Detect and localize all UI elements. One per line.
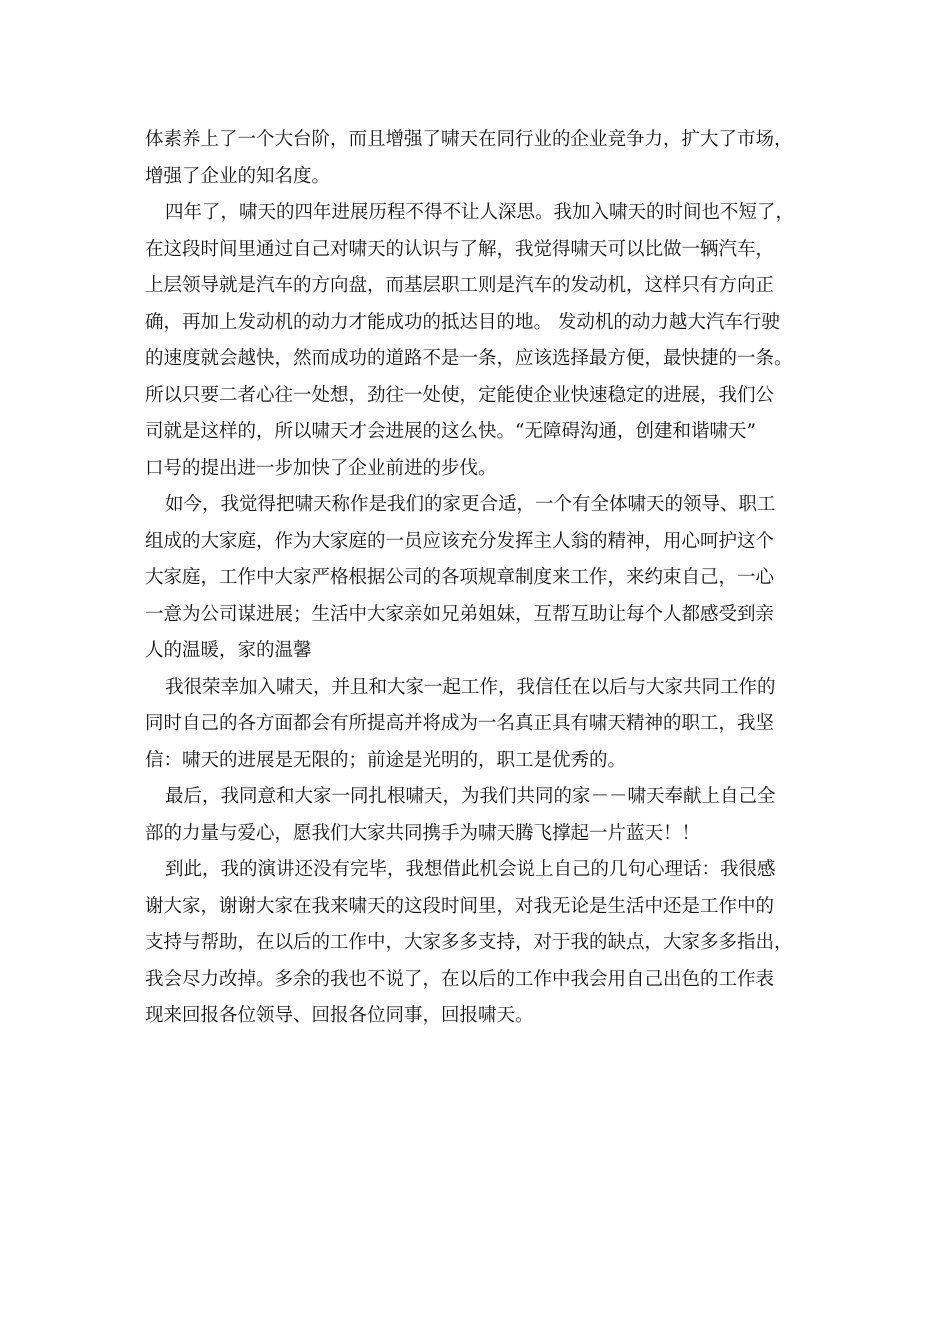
text-line: 现来回报各位领导、回报各位同事，回报啸天。 [145, 1005, 534, 1026]
document-body [145, 122, 810, 1035]
text-line: 到此，我的演讲还没有完毕，我想借此机会说上自己的几句心理话：我很感 [165, 859, 776, 880]
text-line: 谢大家，谢谢大家在我来啸天的这段时间里，对我无论是生活中还是工作中的 [145, 895, 775, 917]
text-line: 增强了企业的知名度。 [145, 165, 331, 187]
text-line: 体素养上了一个大台阶，而且增强了啸天在同行业的企业竞争力，扩大了市场， [145, 129, 793, 150]
paragraph-2 [145, 195, 810, 487]
text-line: 确，再加上发动机的动力才能成功的抵达目的地。 发动机的动力越大汽车行驶 [145, 311, 780, 333]
text-line: 上层领导就是汽车的方向盘，而基层职工则是汽车的发动机，这样只有方向正 [145, 275, 775, 296]
text-line: 四年了，啸天的四年进展历程不得不让人深思。我加入啸天的时间也不短了， [165, 202, 795, 223]
text-line: 支持与帮助，在以后的工作中，大家多多支持，对于我的缺点，大家多多指出， [145, 932, 793, 953]
text-line: 同时自己的各方面都会有所提高并将成为一名真正具有啸天精神的职工，我坚 [145, 713, 775, 734]
paragraph-6 [145, 852, 810, 1035]
text-line: 大家庭，工作中大家严格根据公司的各项规章制度来工作，来约束自己，一心 [145, 567, 775, 588]
text-line: 在这段时间里通过自己对啸天的认识与了解，我觉得啸天可以比做一辆汽车， [145, 238, 775, 260]
text-line: 一意为公司谋进展；生活中大家亲如兄弟姐妹，互帮互助让每个人都感受到亲 [145, 603, 775, 625]
paragraph-1 [145, 122, 810, 195]
text-line: 信：啸天的进展是无限的；前途是光明的，职工是优秀的。 [145, 749, 627, 771]
text-line: 最后，我同意和大家一同扎根啸天，为我们共同的家－－啸天奉献上自己全 [165, 786, 776, 807]
text-line: 我很荣幸加入啸天，并且和大家一起工作，我信任在以后与大家共同工作的 [165, 676, 776, 698]
paragraph-3 [145, 487, 810, 670]
text-line: 人的温暖，家的温馨 [145, 640, 312, 661]
text-line: 的速度就会越快，然而成功的道路不是一条，应该选择最方便，最快捷的一条。 [145, 348, 793, 369]
text-line: 司就是这样的，所以啸天才会进展的这么快。“无障碍沟通，创建和谐啸天” [145, 421, 756, 442]
text-line: 如今，我觉得把啸天称作是我们的家更合适，一个有全体啸天的领导、职工 [165, 494, 776, 515]
text-line: 部的力量与爱心，愿我们大家共同携手为啸天腾飞撑起一片蓝天！！ [145, 822, 701, 844]
paragraph-5 [145, 779, 810, 852]
text-line: 组成的大家庭，作为大家庭的一员应该充分发挥主人翁的精神，用心呵护这个 [145, 530, 775, 552]
paragraph-4 [145, 670, 810, 780]
text-line: 所以只要二者心往一处想，劲往一处使，定能使企业快速稳定的进展，我们公 [145, 384, 775, 406]
text-line: 我会尽力改掉。多余的我也不说了，在以后的工作中我会用自己出色的工作表 [145, 968, 775, 990]
text-line: 口号的提出进一步加快了企业前进的步伐。 [145, 457, 497, 479]
